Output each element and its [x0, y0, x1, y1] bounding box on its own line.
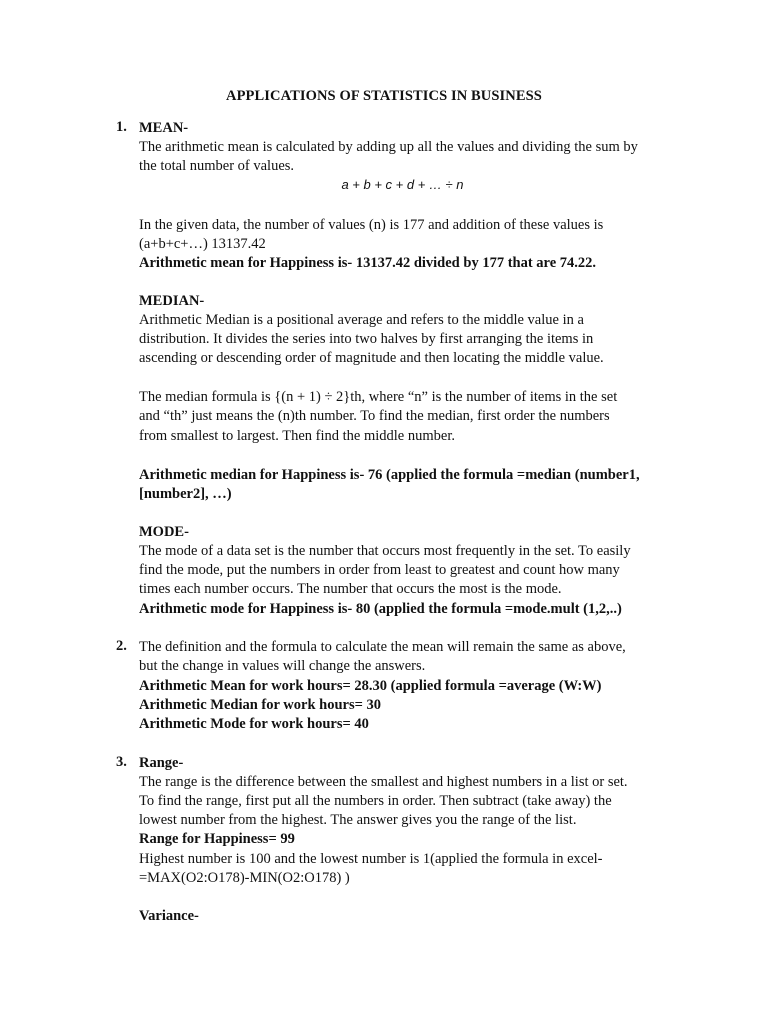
- median-formula-line-1: The median formula is {(n + 1) ÷ 2}th, where “n” is the number of items in the set: [139, 389, 618, 405]
- work-hours-median: Arithmetic Median for work hours= 30: [139, 697, 381, 713]
- median-formula-line-2: and “th” just means the (n)th number. To find the median, first order the numbers: [139, 408, 610, 424]
- median-paragraph-line-1: Arithmetic Median is a positional average and refers to the middle value in a: [139, 312, 584, 328]
- median-result-line-1: Arithmetic median for Happiness is- 76 (applied the formula =median (number1,: [139, 467, 640, 483]
- mode-result: Arithmetic mode for Happiness is- 80 (applied the formula =mode.mult (1,2,..): [139, 601, 622, 617]
- median-paragraph-line-3: ascending or descending order of magnitude and then locating the middle value.: [139, 350, 604, 366]
- range-paragraph-line-3: lowest number from the highest. The answer gives you the range of the list.: [139, 812, 577, 828]
- section2-paragraph-line-2: but the change in values will change the answers.: [139, 658, 426, 674]
- mode-paragraph-line-2: find the mode, put the numbers in order from least to greatest and count how many: [139, 562, 620, 578]
- document-title: APPLICATIONS OF STATISTICS IN BUSINESS: [226, 88, 542, 104]
- variance-heading: Variance-: [139, 908, 199, 924]
- mean-paragraph-line-2: the total number of values.: [139, 158, 295, 174]
- mean-formula: a + b + c + d + … ÷ n: [341, 177, 464, 192]
- mode-paragraph-line-3: times each number occurs. The number that occurs the most is the mode.: [139, 581, 562, 597]
- median-result-line-2: [number2], …): [139, 486, 232, 502]
- work-hours-mode: Arithmetic Mode for work hours= 40: [139, 716, 369, 732]
- mean-result: Arithmetic mean for Happiness is- 13137.42 divided by 177 that are 74.22.: [139, 255, 597, 271]
- mode-paragraph-line-1: The mode of a data set is the number that occurs most frequently in the set. To easily: [139, 543, 631, 559]
- mean-paragraph-line-1: The arithmetic mean is calculated by adding up all the values and dividing the sum by: [139, 139, 638, 155]
- section2-paragraph-line-1: The definition and the formula to calculate the mean will remain the same as above,: [139, 639, 626, 655]
- median-formula-line-3: from smallest to largest. Then find the middle number.: [139, 428, 455, 444]
- range-detail-line-2: =MAX(O2:O178)-MIN(O2:O178) ): [139, 870, 350, 886]
- range-heading: Range-: [139, 755, 184, 771]
- range-paragraph-line-2: To find the range, first put all the numbers in order. Then subtract (take away) the: [139, 793, 612, 809]
- section-number-1: 1.: [116, 119, 127, 135]
- range-paragraph-line-1: The range is the difference between the smallest and highest numbers in a list or set.: [139, 774, 628, 790]
- median-heading: MEDIAN-: [139, 293, 205, 309]
- work-hours-mean: Arithmetic Mean for work hours= 28.30 (applied formula =average (W:W): [139, 678, 602, 694]
- data-paragraph-line-1: In the given data, the number of values (n) is 177 and addition of these values is: [139, 217, 604, 233]
- range-result: Range for Happiness= 99: [139, 831, 295, 847]
- mean-heading: MEAN-: [139, 120, 189, 136]
- section-number-3: 3.: [116, 754, 127, 770]
- median-paragraph-line-2: distribution. It divides the series into two halves by first arranging the items in: [139, 331, 594, 347]
- range-detail-line-1: Highest number is 100 and the lowest number is 1(applied the formula in excel-: [139, 851, 603, 867]
- data-paragraph-line-2: (a+b+c+…) 13137.42: [139, 236, 266, 252]
- section-number-2: 2.: [116, 638, 127, 654]
- mode-heading: MODE-: [139, 524, 189, 540]
